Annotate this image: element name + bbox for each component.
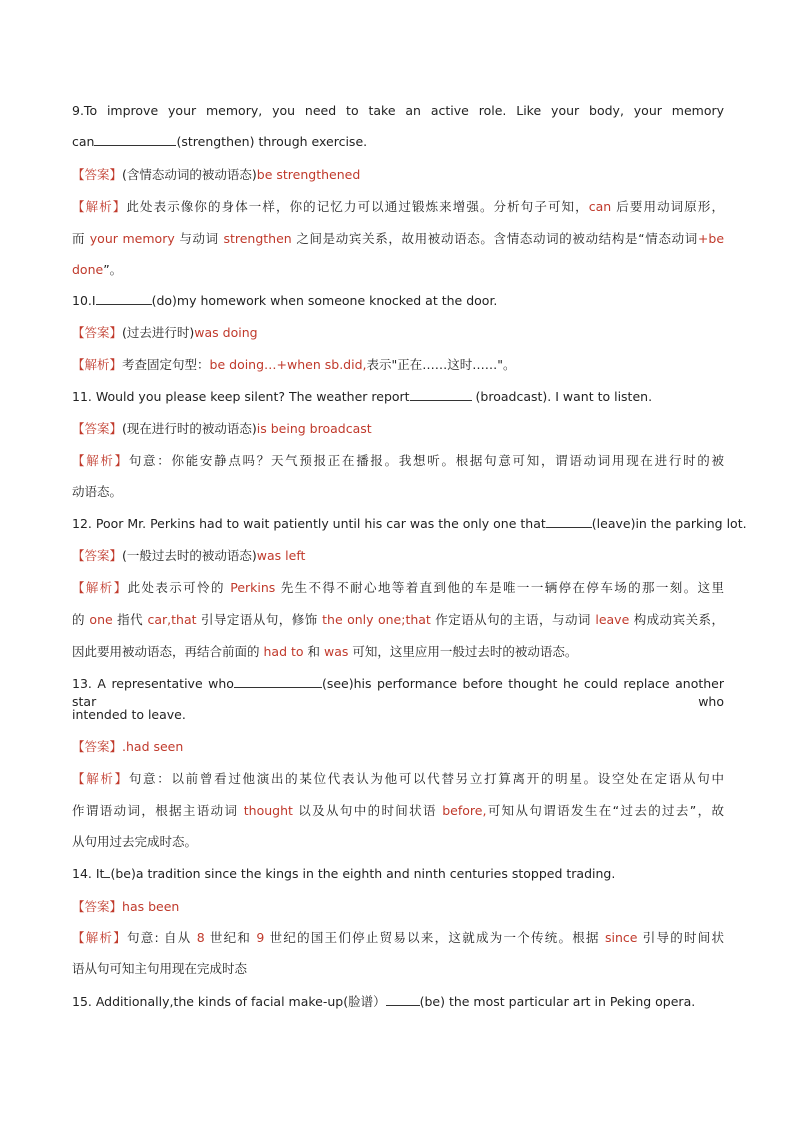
q9-stem-line2: can (strengthen) through exercise. [72,134,368,149]
q14-answer: 【答案】has been [72,899,180,914]
q15-stem: 15. Additionally,the kinds of facial make-up(脸谱） (be) the most particular art in Peking opera. [72,994,696,1009]
q12-explanation-line2: 的 one 指代 car,that 引导定语从句，修饰 the only one;that 作定语从句的主语，与动词 leave 构成动宾关系， [72,612,725,627]
q15-blank[interactable] [386,993,420,1006]
q14-stem: 14. It (be)a tradition since the kings in the eighth and ninth centuries stopped trading. [72,866,616,881]
q13-answer: 【答案】.had seen [72,739,184,754]
q14-explanation-line1: 【解析】句意: 自从 8 世纪和 9 世纪的国王们停止贸易以来，这就成为一个传统。根据 since 引导的时间状 [72,930,724,945]
q12-stem: 12. Poor Mr. Perkins had to wait patiently until his car was the only one that (leave)in the parking lot. [72,516,747,531]
q9-answer: 【答案】(含情态动词的被动语态)be strengthened [72,167,361,182]
q13-explanation-line3: 从句用过去完成时态。 [72,834,198,849]
q12-blank[interactable] [546,515,592,528]
q11-explanation-line2: 动语态。 [72,484,123,499]
q10-stem: 10.I (do)my homework when someone knocked at the door. [72,293,498,308]
q9-stem-line1: 9.To improve your memory, you need to take an active role. Like your body, your memory [72,103,724,118]
q11-blank[interactable] [410,388,472,401]
q13-blank[interactable] [234,675,322,688]
q12-explanation-line3: 因此要用被动语态，再结合前面的 had to 和 was 可知，这里应用一般过去时的被动语态。 [72,644,578,659]
q12-answer: 【答案】(一般过去时的被动语态)was left [72,548,306,563]
q13-explanation-line1: 【解析】句意：以前曾看过他演出的某位代表认为他可以代替另立打算离开的明星。设空处在定语从句中 [72,771,724,786]
q9-explanation-line1: 【解析】此处表示像你的身体一样，你的记忆力可以通过锻炼来增强。分析句子可知，can 后要用动词原形， [72,199,724,214]
q13-stem-line2: intended to leave. [72,707,186,722]
q14-explanation-line2: 语从句可知主句用现在完成时态 [72,961,248,976]
q13-stem-line1: 13. A representative who (see)his performance before thought he could replace another star who [72,676,724,709]
q10-blank[interactable] [96,292,152,305]
q11-answer: 【答案】(现在进行时的被动语态)is being broadcast [72,421,372,436]
q11-explanation-line1: 【解析】句意：你能安静点吗？天气预报正在播报。我想听。根据句意可知，谓语动词用现在进行时的被 [72,453,724,468]
q10-explanation: 【解析】考查固定句型：be doing…+when sb.did,表示"正在……这时……"。 [72,357,516,372]
q10-answer: 【答案】(过去进行时)was doing [72,325,258,340]
q12-explanation-line1: 【解析】此处表示可怜的 Perkins 先生不得不耐心地等着直到他的车是唯一一辆停在停车场的那一刻。这里 [72,580,724,595]
q9-explanation-line2: 而 your memory 与动词 strengthen 之间是动宾关系，故用被动语态。含情态动词的被动结构是“情态动词+be [72,231,725,246]
q9-blank[interactable] [94,133,176,146]
q9-explanation-line3: done”。 [72,262,123,277]
q13-explanation-line2: 作谓语动词，根据主语动词 thought 以及从句中的时间状语 before,可知从句谓语发生在“过去的过去”，故 [72,803,724,818]
q11-stem: 11. Would you please keep silent? The weather report (broadcast). I want to listen. [72,389,653,404]
